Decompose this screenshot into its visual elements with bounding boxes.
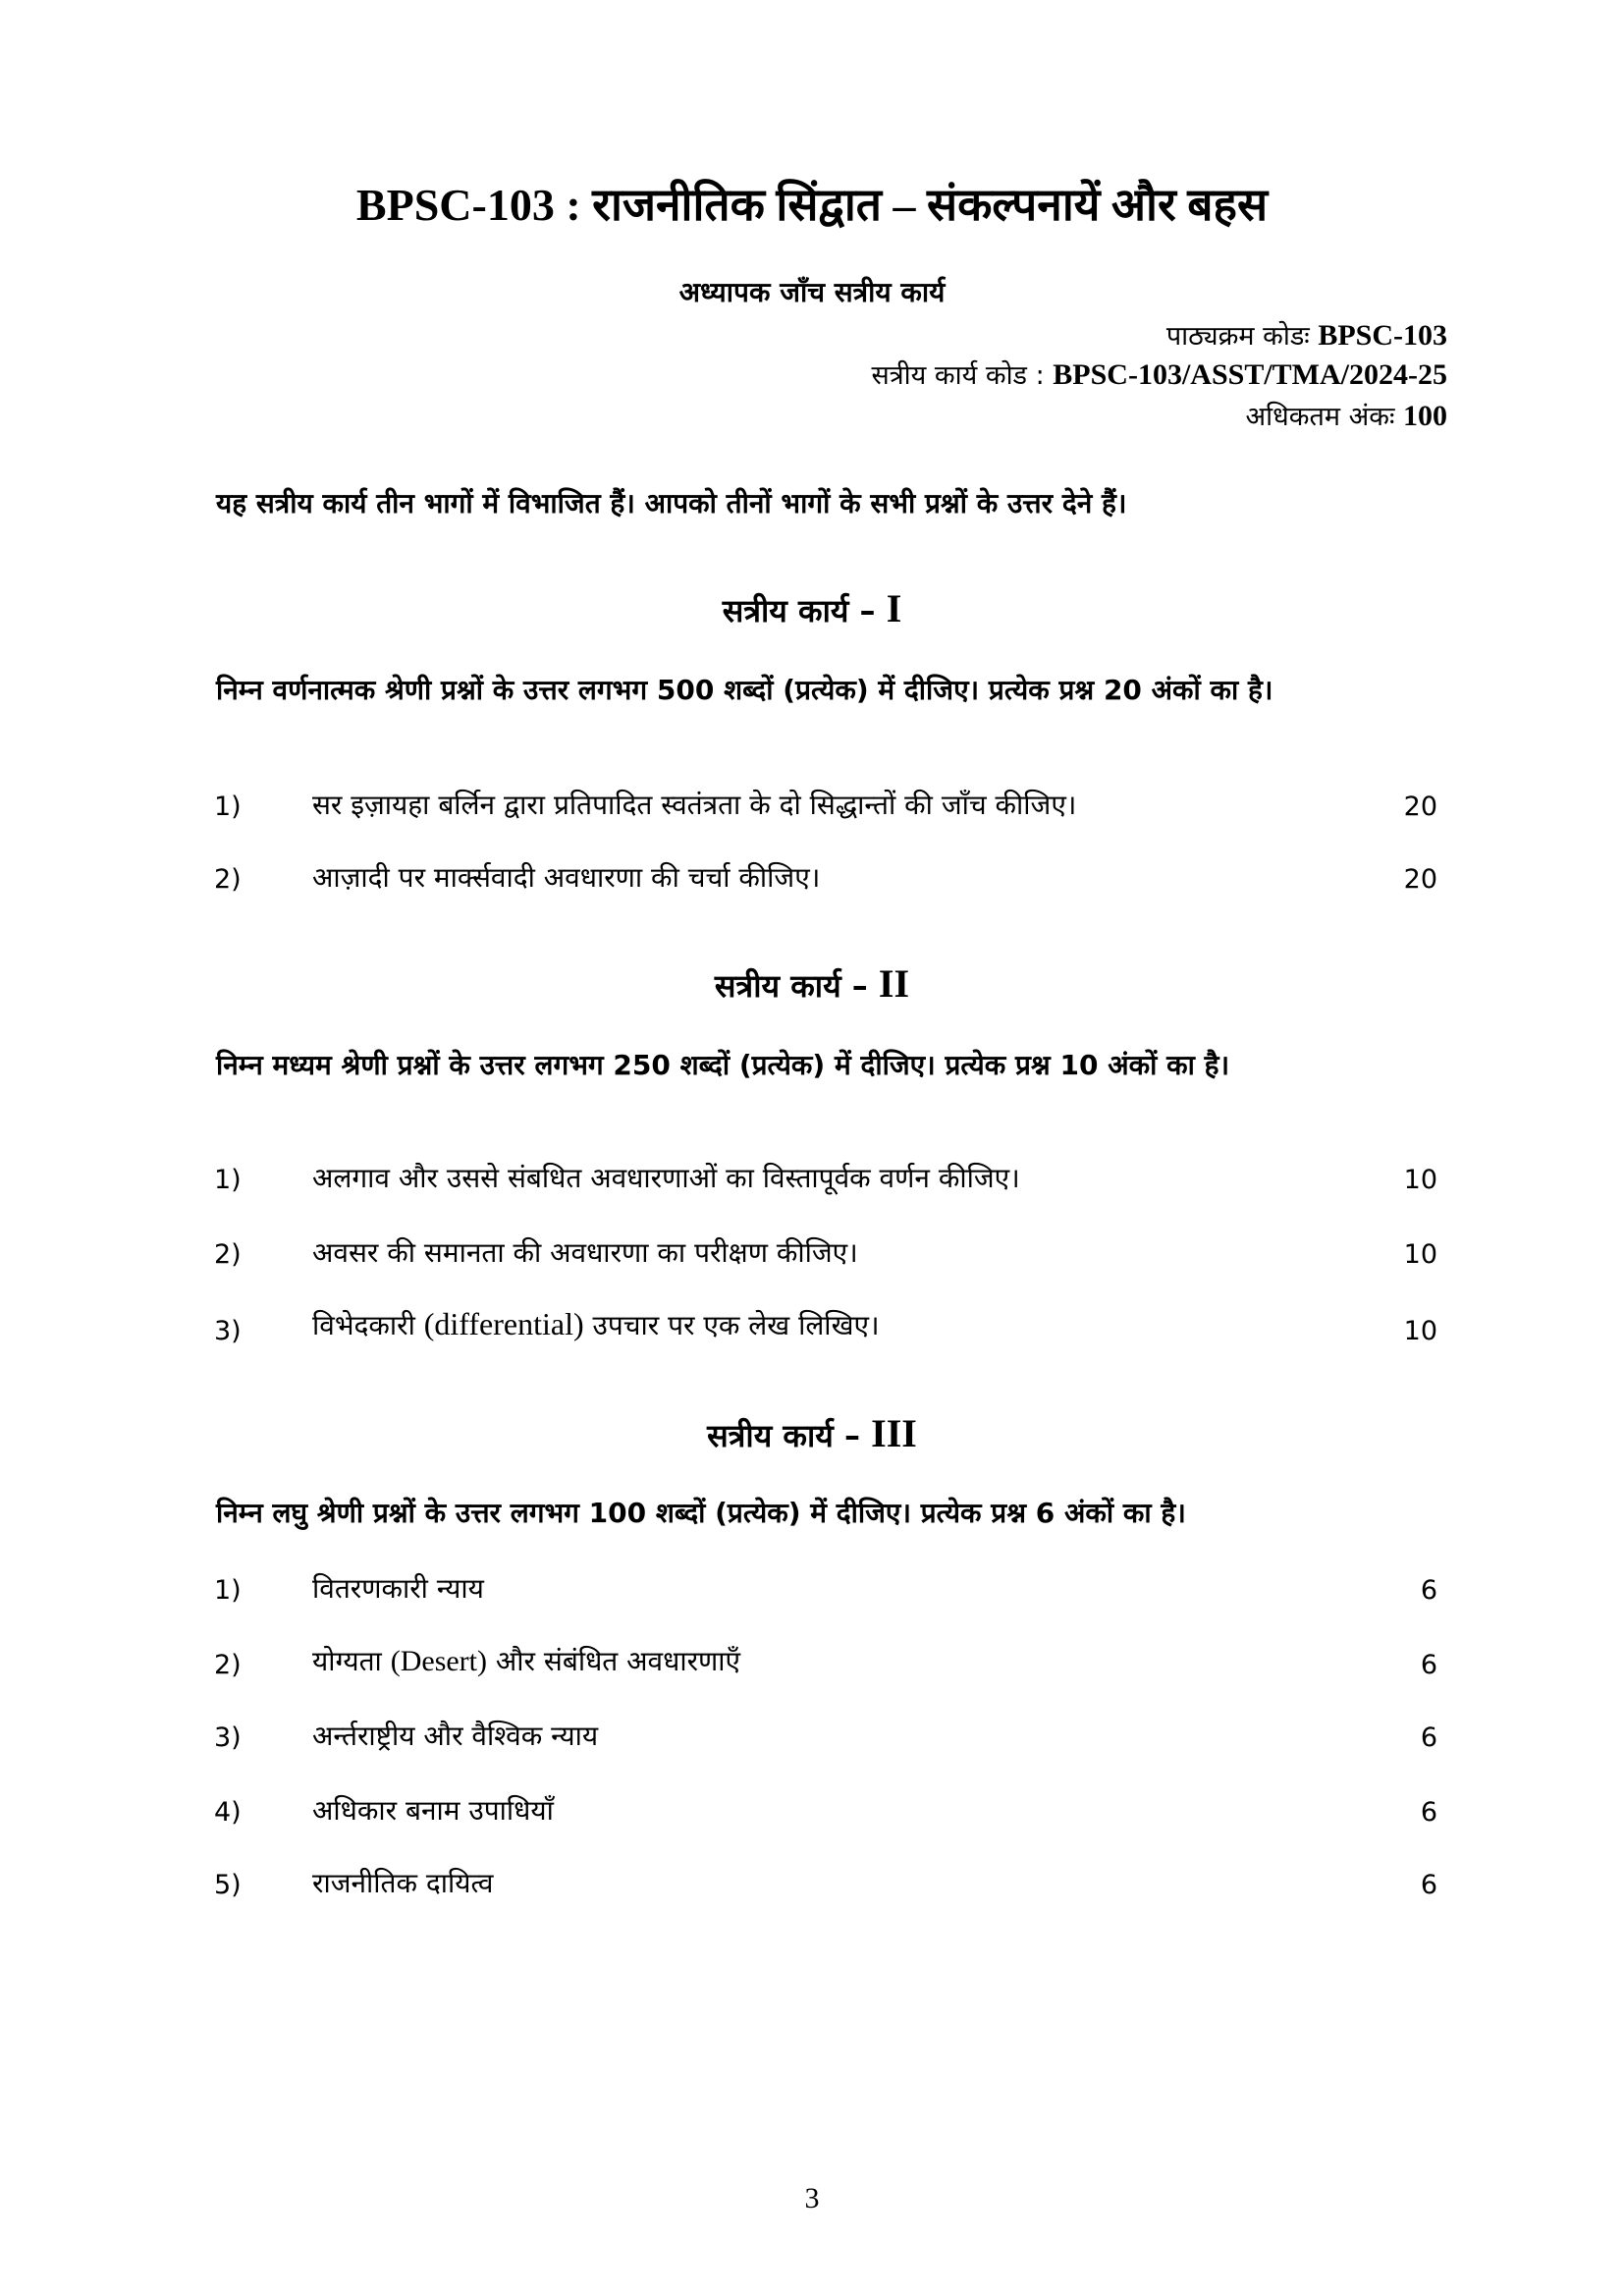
intro-instruction: यह सत्रीय कार्य तीन भागों में विभाजित हैं। आपको तीनों भागों के सभी प्रश्नों के उत्तर देने हैं। — [216, 487, 1127, 519]
question-text: अधिकार बनाम उपाधियाँ — [312, 1794, 554, 1827]
question-marks: 10 — [1403, 1239, 1437, 1270]
section-heading-1 — [0, 585, 1624, 631]
question-text — [312, 1642, 740, 1679]
question-text: आज़ादी पर मार्क्सवादी अवधारणा की चर्चा कीजिए। — [312, 861, 821, 894]
question-text: अलगाव और उससे संबधित अवधारणाओं का विस्तापूर्वक वर्णन कीजिए। — [312, 1162, 1020, 1194]
question-text: वितरणकारी न्याय — [312, 1572, 484, 1605]
course-code: BPSC-103 — [1318, 319, 1447, 352]
max-marks: 100 — [1403, 400, 1447, 432]
question-text-latin: (Desert) — [390, 1645, 487, 1677]
question-number: 3) — [214, 1316, 242, 1346]
course-code-line — [1166, 316, 1447, 353]
question-marks: 6 — [1420, 1575, 1437, 1606]
page-number: 3 — [804, 2182, 820, 2214]
question-text-latin: (differential) — [423, 1306, 584, 1341]
question-marks: 6 — [1420, 1722, 1437, 1753]
section-roman: III — [871, 1411, 917, 1455]
question-number: 2) — [214, 864, 242, 895]
assignment-code-label: सत्रीय कार्य कोड : — [871, 360, 1045, 391]
section-heading-label: सत्रीय कार्य – — [714, 967, 868, 1005]
max-marks-line — [1246, 397, 1448, 433]
assignment-code: BPSC-103/ASST/TMA/2024-25 — [1053, 358, 1447, 391]
section-roman: II — [878, 961, 910, 1006]
question-text: राजनीतिक दायित्व — [312, 1867, 494, 1899]
question-marks: 6 — [1420, 1650, 1437, 1680]
question-text: अर्न्तराष्ट्रीय और वैश्विक न्याय — [312, 1720, 599, 1752]
question-text — [312, 1306, 880, 1343]
section-heading-2 — [0, 960, 1624, 1007]
question-number: 1) — [214, 1165, 242, 1195]
question-number: 3) — [214, 1722, 242, 1753]
question-marks: 10 — [1403, 1165, 1437, 1195]
question-number: 4) — [214, 1797, 242, 1828]
section-heading-label: सत्रीय कार्य – — [722, 592, 876, 629]
assignment-code-line — [871, 355, 1447, 392]
question-text: अवसर की समानता की अवधारणा का परीक्षण कीजिए। — [312, 1236, 858, 1269]
question-number: 5) — [214, 1870, 242, 1900]
course-code-label: पाठ्यक्रम कोडः — [1165, 321, 1310, 352]
section-instruction-2: निम्न मध्यम श्रेणी प्रश्नों के उत्तर लगभग 250 शब्दों (प्रत्येक) में दीजिए। प्रत्येक प्रश्न 10 अंकों का है। — [216, 1049, 1230, 1081]
question-text-part: और संबंधित अवधारणाएँ — [487, 1645, 741, 1677]
section-roman: I — [886, 586, 902, 630]
question-marks: 6 — [1420, 1797, 1437, 1828]
question-marks: 6 — [1420, 1870, 1437, 1900]
question-number: 2) — [214, 1650, 242, 1680]
question-text: सर इज़ायहा बर्लिन द्वारा प्रतिपादित स्वतंत्रता के दो सिद्धान्तों की जाँच कीजिए। — [312, 789, 1077, 821]
page-title: BPSC-103 : राजनीतिक सिंद्वात – संकल्पनायें और बहस — [355, 180, 1269, 230]
question-text-part: योग्यता — [312, 1645, 391, 1677]
question-marks: 20 — [1403, 792, 1437, 822]
max-marks-label: अधिकतम अंकः — [1245, 402, 1395, 432]
section-heading-label: सत्रीय कार्य – — [707, 1417, 860, 1454]
question-marks: 20 — [1403, 864, 1437, 895]
section-instruction-1: निम्न वर्णनात्मक श्रेणी प्रश्नों के उत्तर लगभग 500 शब्दों (प्रत्येक) में दीजिए। प्रत्येक प्रश्न 20 अंकों का है। — [216, 674, 1273, 706]
page-subtitle: अध्यापक जाँच सत्रीय कार्य — [678, 276, 946, 308]
question-number: 2) — [214, 1239, 242, 1270]
question-number: 1) — [214, 792, 242, 822]
section-heading-3 — [0, 1410, 1624, 1456]
question-text-part: विभेदकारी — [312, 1309, 424, 1341]
question-text-part: उपचार पर एक लेख लिखिए। — [583, 1309, 880, 1341]
question-number: 1) — [214, 1575, 242, 1606]
question-marks: 10 — [1403, 1316, 1437, 1346]
section-instruction-3: निम्न लघु श्रेणी प्रश्नों के उत्तर लगभग 100 शब्दों (प्रत्येक) में दीजिए। प्रत्येक प्रश्न 6 अंकों का है। — [216, 1497, 1186, 1529]
